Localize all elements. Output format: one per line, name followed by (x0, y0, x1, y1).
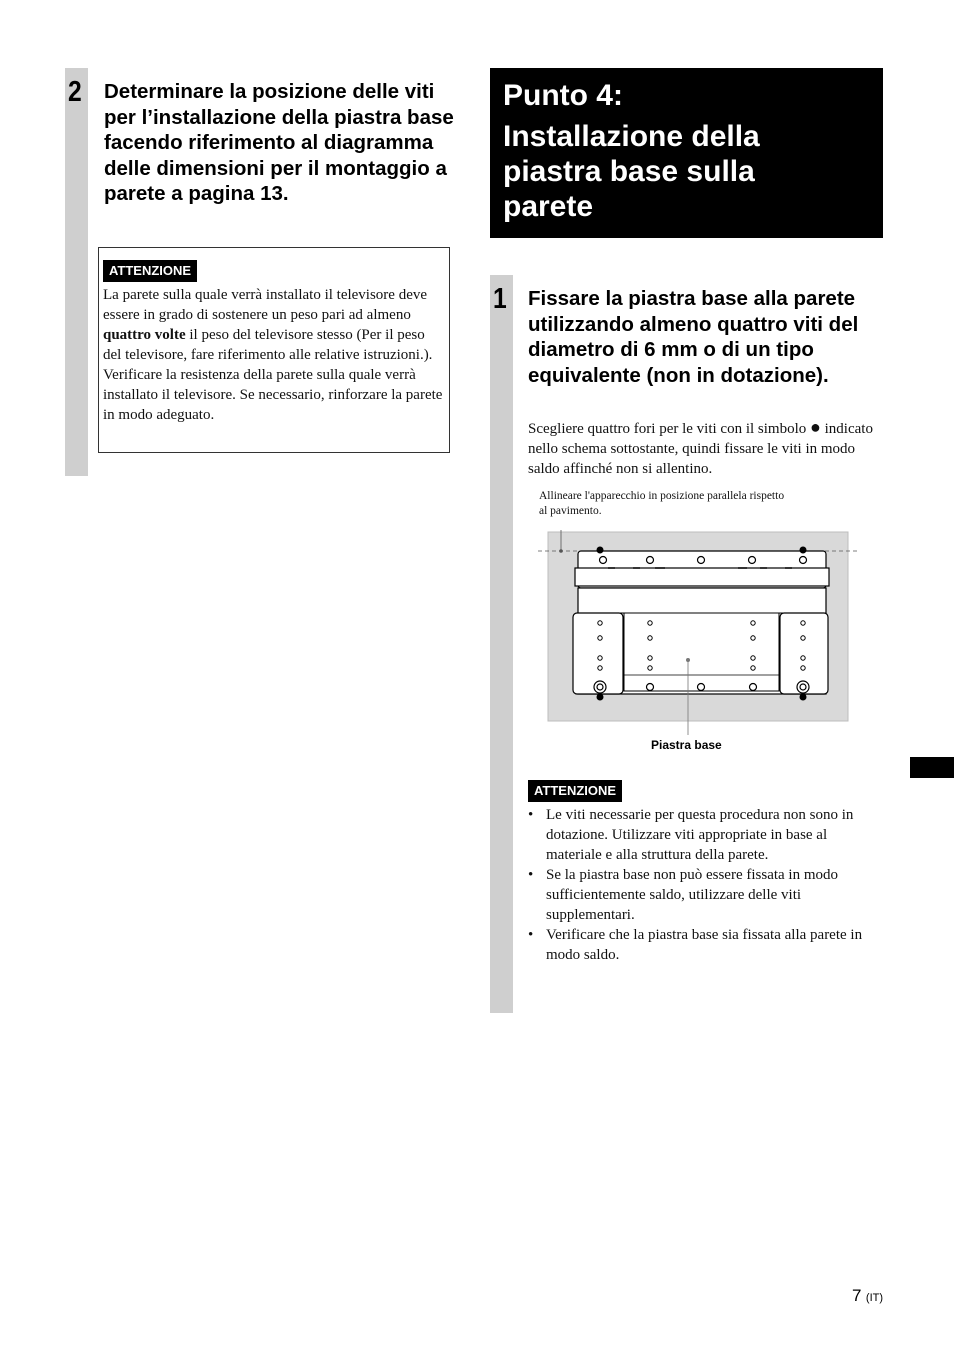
right-caution-label: ATTENZIONE (528, 780, 622, 802)
body-text-1: Scegliere quattro fori per le viti con il simbolo (528, 421, 811, 437)
left-caution-label: ATTENZIONE (103, 260, 197, 282)
left-caution-text (103, 285, 443, 425)
left-step-number: 2 (68, 76, 82, 108)
page-lang: (IT) (865, 1292, 884, 1304)
filled-circle-icon: ● (810, 417, 821, 437)
banner-line-1: Punto 4: (503, 79, 623, 112)
page-number (852, 1286, 883, 1306)
caution-text-1: La parete sulla quale verrà installato il televisore deve essere in grado di sostenere un peso pari ad almeno (103, 287, 428, 323)
caution-text-1b: il peso del televisore stesso (Per il peso del televisore, fare riferimento alle relative istruzioni.). (103, 327, 433, 363)
page-number-value: 7 (852, 1286, 862, 1305)
body-text-2: indicato nello schema sottostante, quindi fissare le viti in modo saldo affinché non si allentino. (528, 421, 873, 477)
caution-text-bold: quattro volte (103, 327, 186, 343)
section-banner (490, 68, 883, 238)
left-step-bar (65, 68, 88, 476)
right-caution-list (528, 805, 873, 965)
right-step-number: 1 (493, 283, 507, 315)
right-step-body (528, 417, 880, 479)
caution-item: • Se la piastra base non può essere fissata in modo sufficientemente saldo, utilizzare delle viti supplementari. (528, 865, 873, 925)
diagram-part-label: Piastra base (651, 738, 722, 752)
caution-item: • Verificare che la piastra base sia fissata alla parete in modo saldo. (528, 925, 873, 965)
diagram-top-note: Allineare l'apparecchio in posizione parallela rispetto al pavimento. (539, 490, 785, 517)
left-step-heading: Determinare la posizione delle viti per l’installazione della piastra base facendo riferimento al diagramma delle dimensioni per il montaggio a parete a pagina 13. (104, 80, 454, 206)
caution-text-2: Verificare la resistenza della parete sulla quale verrà installato il televisore. Se necessario, rinforzare la parete in modo adeguato. (103, 367, 443, 423)
banner-title: Installazione della piastra base sulla parete (503, 120, 760, 223)
base-plate-diagram (535, 520, 865, 760)
right-step-heading: Fissare la piastra base alla parete utilizzando almeno quattro viti del diametro di 6 mm o di un tipo equivalente (non in dotazione). (528, 287, 859, 387)
right-step-bar (490, 275, 513, 1013)
side-tab-marker (910, 757, 954, 778)
caution-item: • Le viti necessarie per questa procedura non sono in dotazione. Utilizzare viti appropriate in base al materiale e alla struttura della parete. (528, 805, 873, 865)
